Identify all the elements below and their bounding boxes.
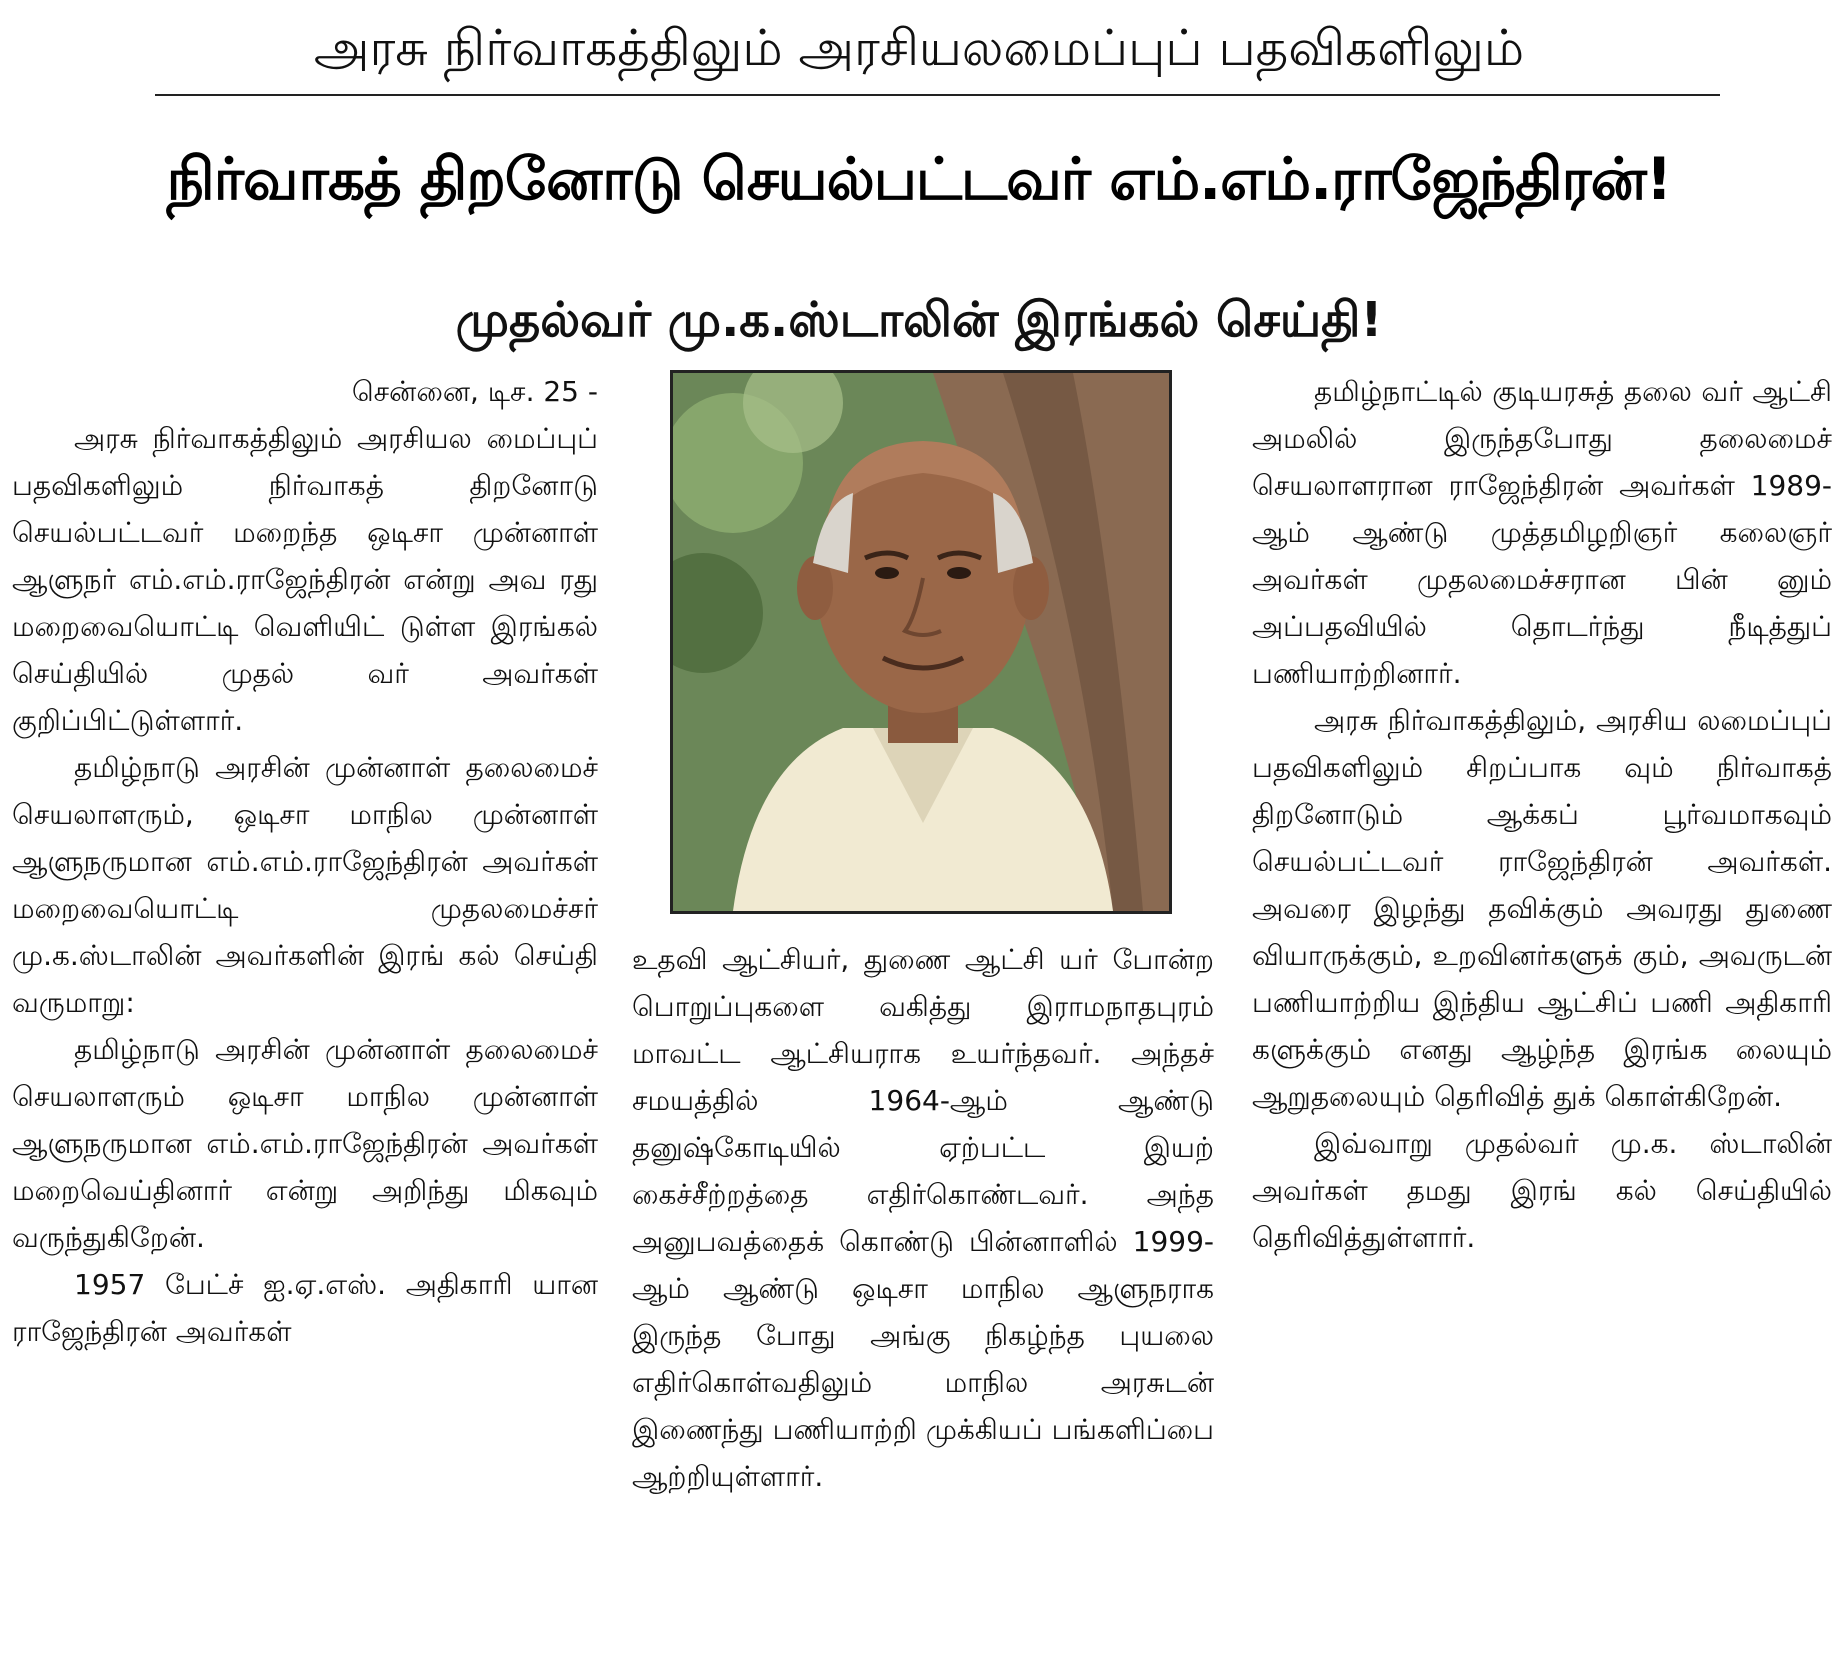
headline-divider — [155, 94, 1720, 96]
paragraph: தமிழ்நாட்டில் குடியரசுத் தலை வர் ஆட்சி அமலில் இருந்தபோது தலைமைச் செயலாளரான ராஜேந்திரன் அவர்கள் 1989-ஆம் ஆண்டு முத்தமிழறிஞர் கலைஞர் அவர்கள் முதலமைச்சரான பின் னும் அப்பதவியில் தொடர்ந்து நீடித்துப் பணியாற்றினார். — [1252, 375, 1832, 690]
article-column-middle — [632, 936, 1214, 1673]
article-column-right — [1252, 368, 1832, 1673]
kicker-headline: அரசு நிர்வாகத்திலும் அரசியலமைப்புப் பதவிகளிலும் — [313, 19, 1525, 77]
subheadline: முதல்வர் மு.க.ஸ்டாலின் இரங்கல் செய்தி! — [455, 292, 1383, 348]
paragraph: தமிழ்நாடு அரசின் முன்னாள் தலைமைச் செயலாளரும், ஒடிசா மாநில முன்னாள் ஆளுநருமான எம்.எம்.ராஜேந்திரன் அவர்கள் மறைவையொட்டி முதலமைச்சர் மு.க.ஸ்டாலின் அவர்களின் இரங் கல் செய்தி வருமாறு: — [12, 751, 598, 1019]
paragraph: உதவி ஆட்சியர், துணை ஆட்சி யர் போன்ற பொறுப்புகளை வகித்து இராமநாதபுரம் மாவட்ட ஆட்சியராக உயர்ந்தவர். அந்தச் சமயத்தில் 1964-ஆம் ஆண்டு தனுஷ்கோடியில் ஏற்பட்ட இயற் கைச்சீற்றத்தை எதிர்கொண்டவர். அந்த அனுபவத்தைக் கொண்டு பின்னாளில் 1999-ஆம் ஆண்டு ஒடிசா மாநில ஆளுநராக இருந்த போது அங்கு நிகழ்ந்த புயலை எதிர்கொள்வதிலும் மாநில அரசுடன் இணைந்து பணியாற்றி முக்கியப் பங்களிப்பை ஆற்றியுள்ளார். — [632, 943, 1214, 1493]
paragraph: இவ்வாறு முதல்வர் மு.க. ஸ்டாலின் அவர்கள் தமது இரங் கல் செய்தியில் தெரிவித்துள்ளார். — [1252, 1127, 1832, 1254]
main-headline: நிர்வாகத் திறனோடு செயல்பட்டவர் எம்.எம்.ராஜேந்திரன்! — [166, 145, 1672, 213]
portrait-photo — [670, 370, 1172, 914]
article-column-left — [12, 368, 598, 1673]
paragraph: அரசு நிர்வாகத்திலும், அரசிய லமைப்புப் பதவிகளிலும் சிறப்பாக வும் நிர்வாகத் திறனோடும் ஆக்கப் பூர்வமாகவும் செயல்பட்டவர் ராஜேந்திரன் அவர்கள். அவரை இழந்து தவிக்கும் அவரது துணை வியாருக்கும், உறவினர்களுக் கும், அவருடன் பணியாற்றிய இந்திய ஆட்சிப் பணி அதிகாரி களுக்கும் எனது ஆழ்ந்த இரங்க லையும் ஆறுதலையும் தெரிவித் துக் கொள்கிறேன். — [1252, 704, 1832, 1113]
paragraph: 1957 பேட்ச் ஐ.ஏ.எஸ். அதிகாரி யான ராஜேந்திரன் அவர்கள் — [12, 1268, 598, 1348]
paragraph: அரசு நிர்வாகத்திலும் அரசியல மைப்புப் பதவிகளிலும் நிர்வாகத் திறனோடு செயல்பட்டவர் மறைந்த ஒடிசா முன்னாள் ஆளுநர் எம்.எம்.ராஜேந்திரன் என்று அவ ரது மறைவையொட்டி வெளியிட் டுள்ள இரங்கல் செய்தியில் முதல் வர் அவர்கள் குறிப்பிட்டுள்ளார். — [12, 422, 598, 737]
paragraph: தமிழ்நாடு அரசின் முன்னாள் தலைமைச் செயலாளரும் ஒடிசா மாநில முன்னாள் ஆளுநருமான எம்.எம்.ராஜேந்திரன் அவர்கள் மறைவெய்தினார் என்று அறிந்து மிகவும் வருந்துகிறேன். — [12, 1033, 598, 1254]
dateline: சென்னை, டிச. 25 - — [351, 375, 598, 408]
